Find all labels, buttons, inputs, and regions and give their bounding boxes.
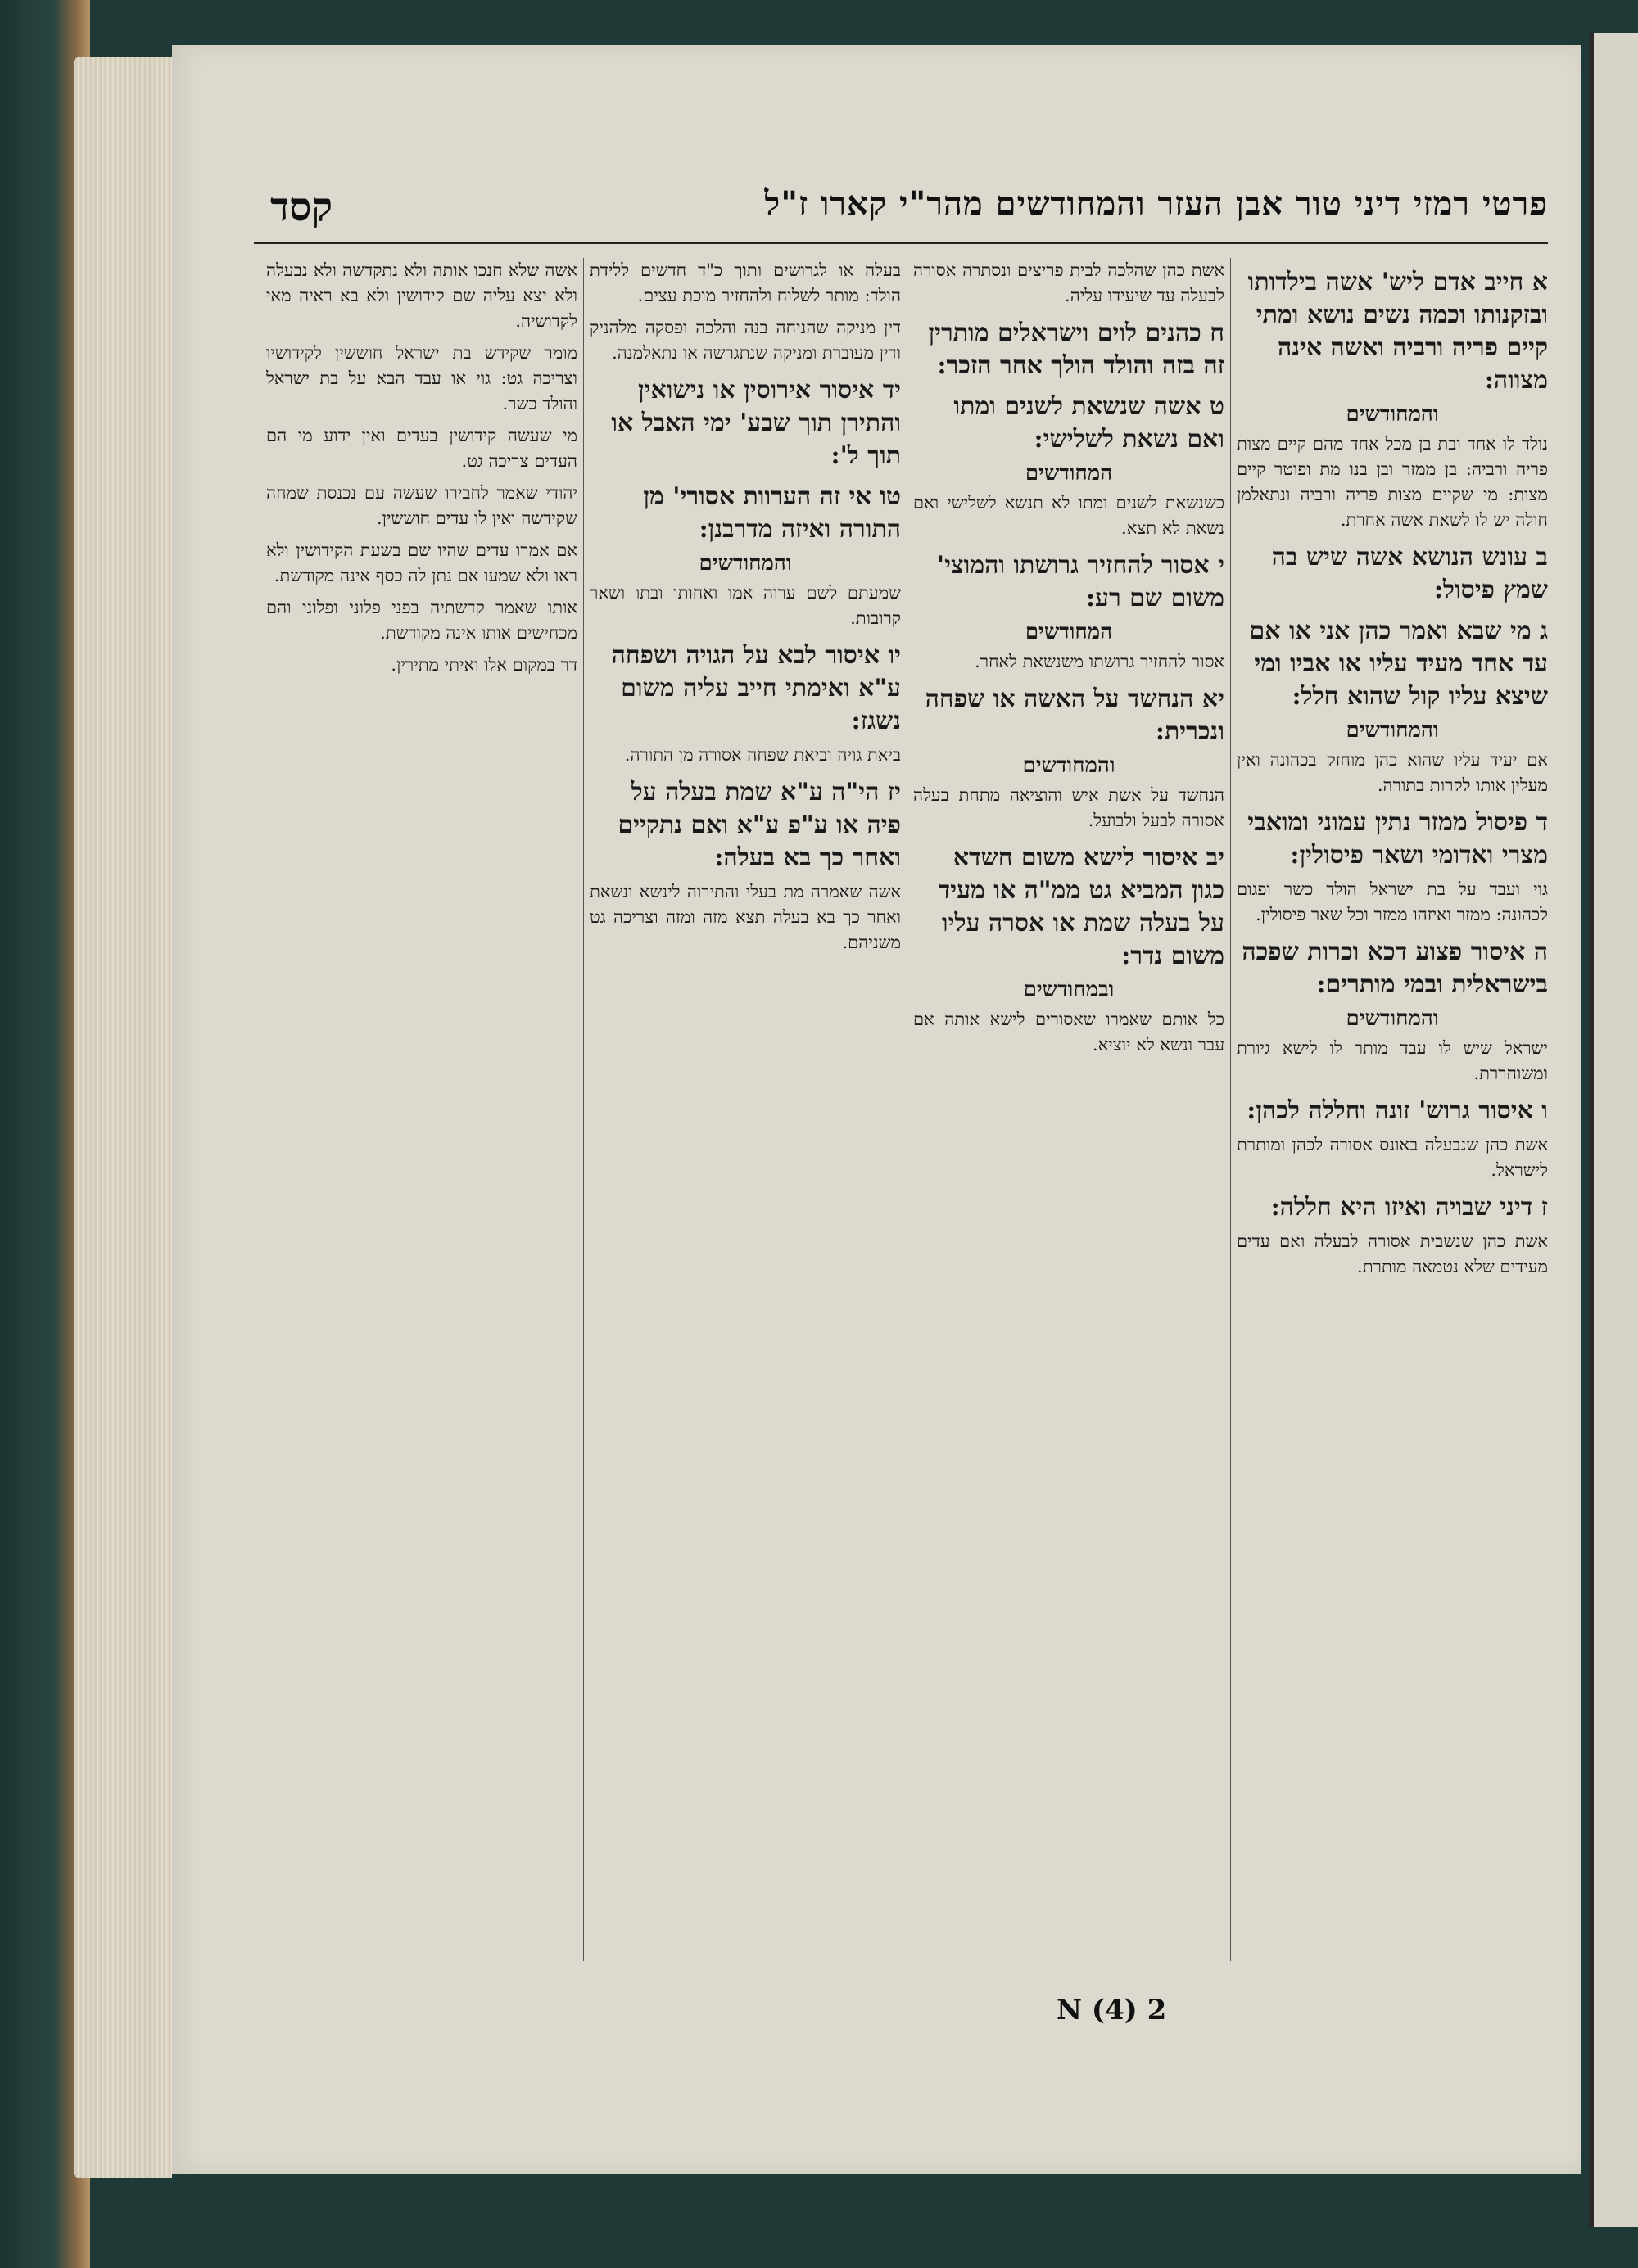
- column-2: [913, 258, 1224, 1961]
- body-paragraph: ישראל שיש לו עבד מותר לו לישא גיורת ומשוחררת.: [1237, 1038, 1548, 1083]
- section-heading: ט אשה שנשאת לשנים ומתו ואם נשאת לשלישי:: [953, 392, 1224, 454]
- page-number: קסד: [270, 184, 333, 230]
- section-heading: יא הנחשד על האשה או שפחה ונכרית:: [925, 684, 1224, 746]
- body-paragraph: דין מניקה שהניחה בנה והלכה ופסקה מלהניק ודין מעוברת ומניקה שנתגרשה או נתאלמנה.: [590, 318, 901, 363]
- body-paragraph: יהודי שאמר לחבירו שעשה עם נכנסת שמחה שקידשה ואין לו עדים חוששין.: [266, 483, 577, 528]
- body-paragraph: מי שעשה קידושין בעדים ואין ידוע מי הם העדים צריכה גט.: [266, 426, 577, 471]
- page-edges: [74, 57, 172, 2178]
- column-4: [266, 258, 577, 1961]
- commentary-heading: והמחודשים: [1346, 1006, 1439, 1031]
- column-divider: [1230, 258, 1231, 1961]
- section-heading: ח כהנים לוים וישראלים מותרין זה בזה והולד הולך אחר הזכר:: [928, 319, 1224, 380]
- section-heading: א חייב אדם ליש' אשה בילדותו ובזקנותו וכמה נשים נושא ומתי קיים פריה ורביה ואשה אינה מצווה:: [1247, 268, 1548, 395]
- column-1: [1237, 258, 1548, 1961]
- section-heading: יד איסור אירוסין או נישואין והתירן תוך שבע' ימי האבל או תוך ל':: [611, 376, 901, 470]
- commentary-heading: ובמחודשים: [1023, 978, 1115, 1002]
- page-title: פרטי רמזי דיני טור אבן העזר והמחודשים מהר"י קארו ז"ל: [764, 184, 1548, 223]
- printer-signature: N (4) 2: [1057, 1994, 1167, 2026]
- section-heading: ה איסור פצוע דכא וכרות שפכה בישראלית ובמי מותרים:: [1242, 937, 1548, 999]
- commentary-heading: המחודשים: [1025, 461, 1113, 486]
- body-paragraph: אשת כהן שנשבית אסורה לבעלה ואם עדים מעידים שלא נטמאה מותרת.: [1237, 1231, 1548, 1276]
- next-page-edge: [1589, 33, 1638, 2227]
- body-paragraph: בעלה או לגרושים ותוך כ"ד חדשים ללידת הולד: מותר לשלוח ולהחזיר מוכת עצים.: [590, 260, 901, 305]
- commentary-heading: והמחודשים: [1346, 718, 1439, 743]
- section-heading: ו איסור גרוש' זונה וחללה לכהן:: [1247, 1096, 1548, 1125]
- body-paragraph: הנחשד על אשת איש והוציאה מתחת בעלה אסורה לבעל ולבועל.: [913, 785, 1224, 830]
- text-columns: [254, 258, 1548, 1961]
- body-paragraph: כל אותם שאמרו שאסורים לישא אותה אם עבר ונשא לא יוציא.: [913, 1010, 1224, 1055]
- section-heading: טו אי זה הערוות אסורי' מן התורה ואיזה מדרבנן:: [643, 482, 901, 544]
- body-paragraph: גוי ועבד על בת ישראל הולד כשר ופגום לכהונה: ממזר ואיזהו ממזר וכל שאר פיסולין.: [1237, 879, 1548, 924]
- body-paragraph: אם אמרו עדים שהיו שם בשעת הקידושין ולא ראו ולא שמעו אם נתן לה כסף אינה מקודשת.: [266, 540, 577, 585]
- body-paragraph: אשה שלא חנכו אותה ולא נתקדשה ולא נבעלה ולא יצא עליה שם קידושין ולא בא ראיה מאי לקדושיה.: [266, 260, 577, 331]
- column-divider: [583, 258, 584, 1961]
- section-heading: יב איסור לישא משום חשדא כגון המביא גט ממ"ה או מעיד על בעלה שמת או אסרה עליו משום נדר:: [938, 843, 1224, 970]
- section-heading: ז דיני שבויה ואיזו היא חללה:: [1270, 1193, 1548, 1222]
- section-heading: ג מי שבא ואמר כהן אני או אם עד אחד מעיד עליו או אביו ומי שיצא עליו קול שהוא חלל:: [1249, 617, 1548, 711]
- body-paragraph: אם יעיד עליו שהוא כהן מוחזק בכהונה ואין מעלין אותו לקרות בתורה.: [1237, 750, 1548, 795]
- body-paragraph: אשת כהן שהלכה לבית פריצים ונסתרה אסורה לבעלה עד שיעידו עליה.: [913, 260, 1224, 305]
- book-page: [172, 45, 1581, 2174]
- commentary-heading: והמחודשים: [1346, 402, 1439, 427]
- column-3: [590, 258, 901, 1961]
- body-paragraph: שמעתם לשם ערוה אמו ואחותו ובתו ושאר קרובות.: [590, 583, 901, 628]
- body-paragraph: מומר שקידש בת ישראל חוששין לקידושיו וצריכה גט: גוי או עבד הבא על בת ישראל והולד כשר.: [266, 343, 577, 413]
- section-heading: ד פיסול ממזר נתין עמוני ומואבי מצרי ואדומי ושאר פיסולין:: [1247, 808, 1548, 870]
- body-paragraph: אותו שאמר קדשתיה בפני פלוני ופלוני והם מכחישים אותו אינה מקודשת.: [266, 598, 577, 643]
- section-heading: ב עונש הנושא אשה שיש בה שמץ פיסול:: [1271, 543, 1548, 604]
- body-paragraph: נולד לו אחד ובת בן מכל אחד מהם קיים מצות פריה ורביה: בן ממזר ובן בנו מת ופוטר קיים מצות: מי שקיים מצות פריה ורביה ונתאלמן חולה יש לו לשאת אשה אחרת.: [1237, 434, 1548, 530]
- body-paragraph: אסור להחזיר גרושתו משנשאת לאחר.: [975, 652, 1224, 671]
- section-heading: י אסור להחזיר גרושתו והמוצי' משום שם רע:: [936, 551, 1224, 612]
- page-header: [254, 168, 1548, 244]
- body-paragraph: דר במקום אלו ואיתי מתירין.: [391, 655, 577, 675]
- commentary-heading: המחודשים: [1025, 620, 1113, 644]
- body-paragraph: אשה שאמרה מת בעלי והתירוה לינשא ונשאת ואחר כך בא בעלה תצא מזה ומזה וצריכה גט משניהם.: [590, 882, 901, 952]
- commentary-heading: והמחודשים: [699, 551, 792, 576]
- body-paragraph: ביאת גויה וביאת שפחה אסורה מן התורה.: [624, 745, 901, 765]
- body-paragraph: אשת כהן שנבעלה באונס אסורה לכהן ומותרת לישראל.: [1237, 1135, 1548, 1180]
- commentary-heading: והמחודשים: [1022, 753, 1115, 778]
- section-heading: יז הי"ה ע"א שמת בעלה על פיה או ע"פ ע"א ואם נתקיים ואחר כך בא בעלה:: [618, 778, 901, 872]
- section-heading: יו איסור לבא על הגויה ושפחה ע"א ואימתי חייב עליה משום נשגז:: [611, 641, 901, 735]
- body-paragraph: כשנשאת לשנים ומתו לא תנשא לשלישי ואם נשאת לא תצא.: [913, 493, 1224, 538]
